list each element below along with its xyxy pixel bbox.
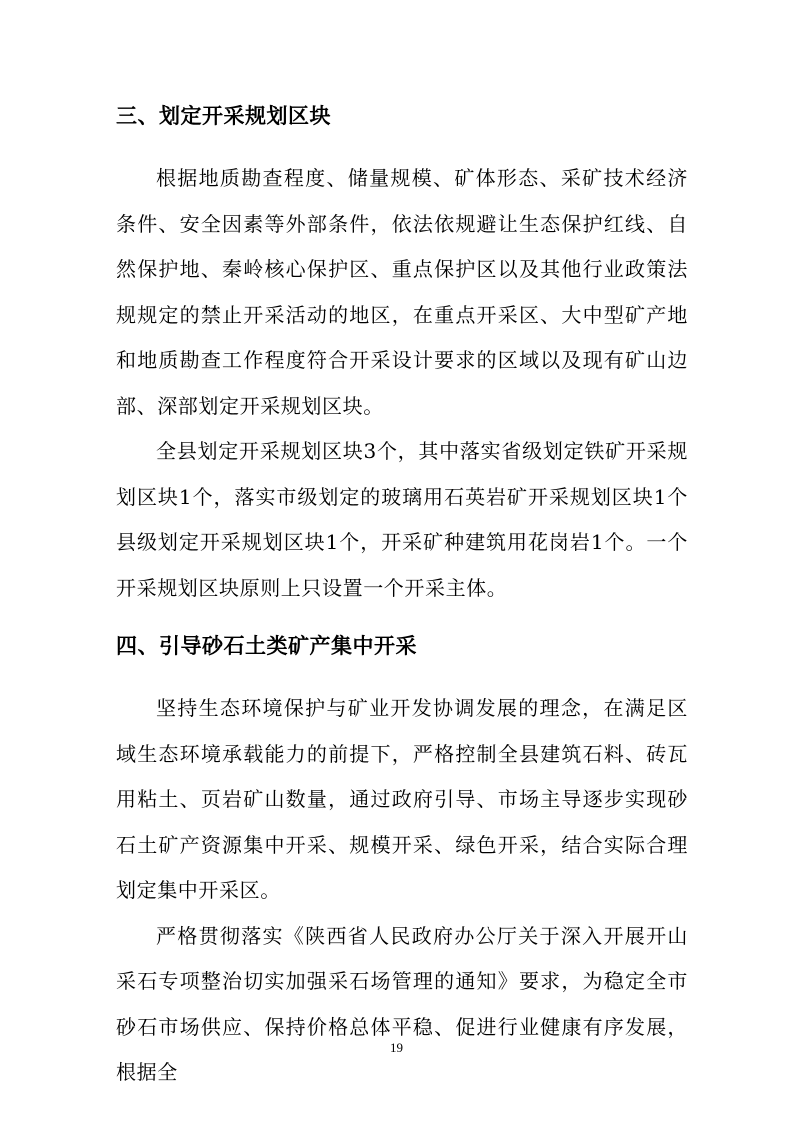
page-number: 19 xyxy=(390,1040,403,1055)
page-content xyxy=(116,98,688,1096)
paragraph: 坚持生态环境保护与矿业开发协调发展的理念，在满足区域生态环境承载能力的前提下，严格控制全县建筑石料、砖瓦用粘土、页岩矿山数量，通过政府引导、市场主导逐步实现砂石土矿产资源集中开采、规模开采、绿色开采，结合实际合理划定集中开采区。 xyxy=(116,696,688,902)
section-heading-4: 四、引导砂石土类矿产集中开采 xyxy=(116,634,417,658)
paragraph: 严格贯彻落实《陕西省人民政府办公厅关于深入开展开山采石专项整治切实加强采石场管理的通知》要求，为稳定全市砂石市场供应、保持价格总体平稳、促进行业健康有序发展，根据全 xyxy=(116,923,688,1084)
paragraph: 根据地质勘查程度、储量规模、矿体形态、采矿技术经济条件、安全因素等外部条件，依法依规避让生态保护红线、自然保护地、秦岭核心保护区、重点保护区以及其他行业政策法规规定的禁止开采活动的地区，在重点开采区、大中型矿产地和地质勘查工作程度符合开采设计要求的区域以及现有矿山边部、深部划定开采规划区块。 xyxy=(116,166,688,418)
paragraph: 全县划定开采规划区块3个，其中落实省级划定铁矿开采规划区块1个，落实市级划定的玻璃用石英岩矿开采规划区块1个县级划定开采规划区块1个，开采矿种建筑用花岗岩1个。一个开采规划区块原则上只设置一个开采主体。 xyxy=(116,439,688,600)
section-heading-3: 三、划定开采规划区块 xyxy=(116,104,331,128)
